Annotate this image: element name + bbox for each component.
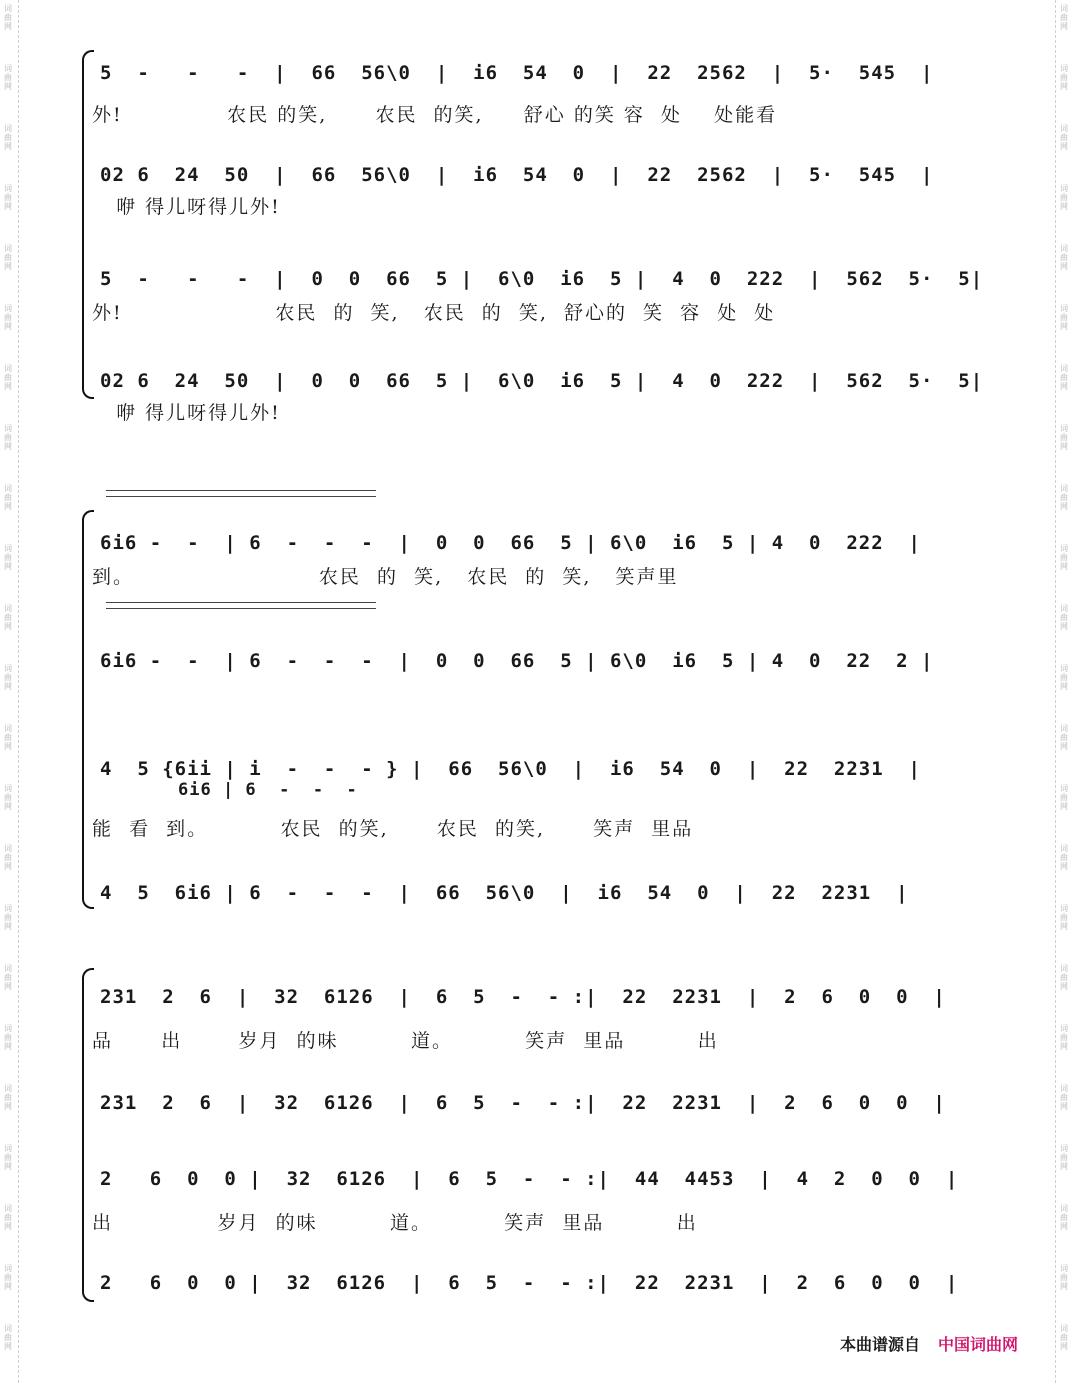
- watermark-text: 词 曲 网: [1060, 1024, 1068, 1051]
- watermark-text: 词 曲 网: [4, 904, 12, 931]
- score-system-1: [82, 50, 992, 430]
- watermark-text: 词 曲 网: [1060, 124, 1068, 151]
- watermark-text: 词 曲 网: [1060, 1084, 1068, 1111]
- lyric-line: 咿 得儿呀得儿外!: [92, 196, 281, 218]
- extension-line: [106, 496, 376, 497]
- notation-line: 4 5 6i6 | 6 - - - | 66 56\0 | i6 54 0 | 22 2231 |: [100, 882, 909, 904]
- notation-line: 2 6 0 0 | 32 6126 | 6 5 - - :| 22 2231 | 2 6 0 0 |: [100, 1272, 959, 1294]
- watermark-text: 词 曲 网: [4, 664, 12, 691]
- watermark-text: 词 曲 网: [4, 724, 12, 751]
- notation-line: 5 - - - | 66 56\0 | i6 54 0 | 22 2562 | 5· 545 |: [100, 62, 934, 84]
- watermark-text: 词 曲 网: [4, 544, 12, 571]
- watermark-text: 词 曲 网: [1060, 904, 1068, 931]
- watermark-text: 词 曲 网: [4, 604, 12, 631]
- watermark-text: 词 曲 网: [1060, 844, 1068, 871]
- notation-line: 6i6 - - | 6 - - - | 0 0 66 5 | 6\0 i6 5 | 4 0 22 2 |: [100, 650, 934, 672]
- watermark-text: 词 曲 网: [4, 1024, 12, 1051]
- watermark-text: 词 曲 网: [4, 304, 12, 331]
- alternate-notation: 6i6 | 6 - - -: [178, 780, 358, 800]
- watermark-text: 词 曲 网: [4, 484, 12, 511]
- lyric-line: 到。 农民 的 笑, 农民 的 笑, 笑声里: [92, 566, 679, 588]
- watermark-text: 词 曲 网: [4, 364, 12, 391]
- notation-line: 02 6 24 50 | 66 56\0 | i6 54 0 | 22 2562 | 5· 545 |: [100, 164, 934, 186]
- lyric-line: 咿 得儿呀得儿外!: [92, 402, 281, 424]
- watermark-text: 词 曲 网: [4, 1204, 12, 1231]
- watermark-text: 词 曲 网: [1060, 544, 1068, 571]
- left-watermark-strip: [0, 0, 19, 1383]
- watermark-text: 词 曲 网: [1060, 364, 1068, 391]
- watermark-text: 词 曲 网: [1060, 304, 1068, 331]
- watermark-text: 词 曲 网: [4, 784, 12, 811]
- notation-line: 4 5 {6ii | i - - - } | 66 56\0 | i6 54 0 | 22 2231 |: [100, 758, 921, 780]
- lyric-line: 外! 农民 的笑, 农民 的笑, 舒心 的笑 容 处 处能看: [92, 104, 778, 126]
- lyric-line: 外! 农民 的 笑, 农民 的 笑, 舒心的 笑 容 处 处: [92, 302, 776, 324]
- watermark-text: 词 曲 网: [1060, 604, 1068, 631]
- extension-line: [106, 602, 376, 603]
- watermark-text: 词 曲 网: [4, 1324, 12, 1351]
- watermark-text: 词 曲 网: [1060, 964, 1068, 991]
- lyric-line: 能 看 到。 农民 的笑, 农民 的笑, 笑声 里品: [92, 818, 694, 840]
- extension-line: [106, 490, 376, 491]
- source-label: 本曲谱源自: [840, 1335, 921, 1354]
- watermark-text: 词 曲 网: [4, 964, 12, 991]
- watermark-text: 词 曲 网: [4, 844, 12, 871]
- notation-line: 02 6 24 50 | 0 0 66 5 | 6\0 i6 5 | 4 0 222 | 562 5· 5|: [100, 370, 984, 392]
- watermark-text: 词 曲 网: [1060, 1204, 1068, 1231]
- system-bracket: [82, 968, 94, 1302]
- notation-line: 5 - - - | 0 0 66 5 | 6\0 i6 5 | 4 0 222 | 562 5· 5|: [100, 268, 984, 290]
- notation-line: 2 6 0 0 | 32 6126 | 6 5 - - :| 44 4453 | 4 2 0 0 |: [100, 1168, 959, 1190]
- right-watermark-strip: [1055, 0, 1074, 1383]
- lyric-line: 出 岁月 的味 道。 笑声 里品 出: [92, 1212, 698, 1234]
- watermark-text: 词 曲 网: [1060, 4, 1068, 31]
- score-system-3: [82, 968, 992, 1308]
- watermark-text: 词 曲 网: [4, 244, 12, 271]
- notation-line: 6i6 - - | 6 - - - | 0 0 66 5 | 6\0 i6 5 | 4 0 222 |: [100, 532, 921, 554]
- lyric-line: 品 出 岁月 的味 道。 笑声 里品 出: [92, 1030, 719, 1052]
- watermark-text: 词 曲 网: [4, 424, 12, 451]
- watermark-text: 词 曲 网: [1060, 1144, 1068, 1171]
- extension-line: [106, 608, 376, 609]
- watermark-text: 词 曲 网: [4, 184, 12, 211]
- watermark-text: 词 曲 网: [1060, 1264, 1068, 1291]
- notation-line: 231 2 6 | 32 6126 | 6 5 - - :| 22 2231 | 2 6 0 0 |: [100, 1092, 946, 1114]
- watermark-text: 词 曲 网: [1060, 1324, 1068, 1351]
- site-name-link[interactable]: 中国词曲网: [938, 1335, 1019, 1354]
- watermark-text: 词 曲 网: [1060, 784, 1068, 811]
- watermark-text: 词 曲 网: [4, 124, 12, 151]
- watermark-text: 词 曲 网: [4, 1144, 12, 1171]
- score-system-2: [82, 490, 992, 920]
- watermark-text: 词 曲 网: [1060, 64, 1068, 91]
- watermark-text: 词 曲 网: [4, 1084, 12, 1111]
- watermark-text: 词 曲 网: [4, 64, 12, 91]
- notation-line: 231 2 6 | 32 6126 | 6 5 - - :| 22 2231 | 2 6 0 0 |: [100, 986, 946, 1008]
- watermark-text: 词 曲 网: [1060, 244, 1068, 271]
- watermark-text: 词 曲 网: [1060, 184, 1068, 211]
- watermark-text: 词 曲 网: [1060, 424, 1068, 451]
- watermark-text: 词 曲 网: [4, 4, 12, 31]
- watermark-text: 词 曲 网: [4, 1264, 12, 1291]
- source-credit: [840, 1332, 1018, 1355]
- watermark-text: 词 曲 网: [1060, 664, 1068, 691]
- watermark-text: 词 曲 网: [1060, 724, 1068, 751]
- watermark-text: 词 曲 网: [1060, 484, 1068, 511]
